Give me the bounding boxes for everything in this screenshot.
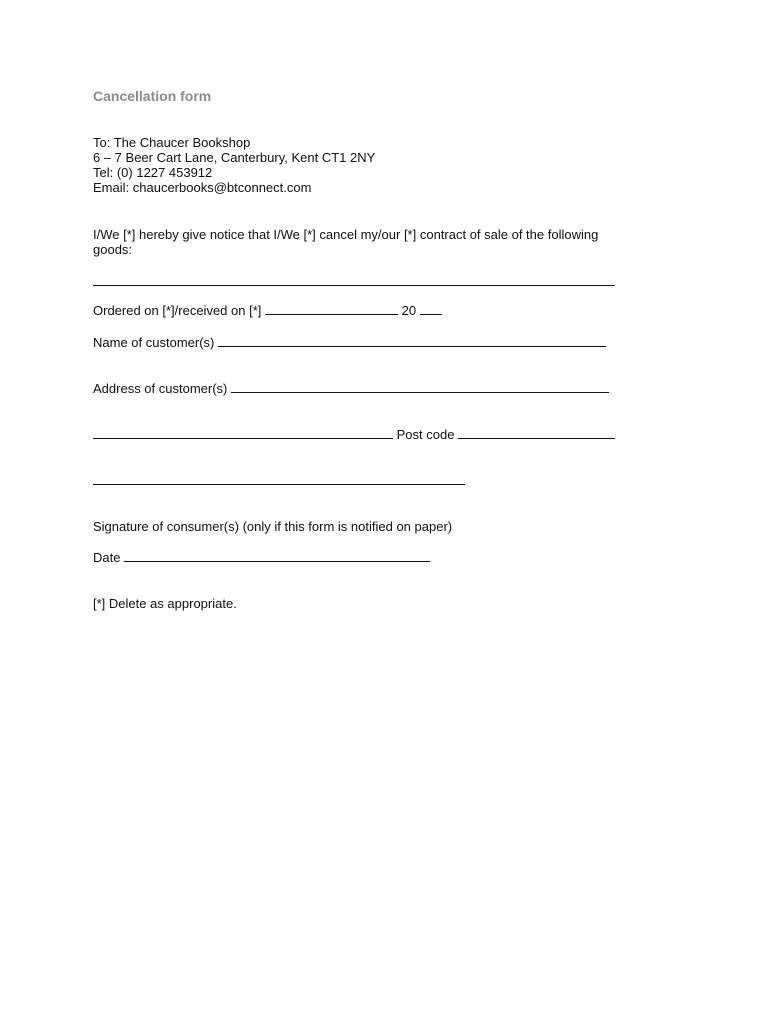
address-line	[93, 381, 609, 396]
name-line	[93, 335, 606, 350]
name-label: Name of customer(s)	[93, 335, 215, 350]
address-line-3	[93, 473, 465, 488]
name-blank[interactable]	[218, 335, 606, 347]
address-label: Address of customer(s)	[93, 381, 228, 396]
email-address: chaucerbooks@btconnect.com	[132, 180, 312, 195]
recipient-to: To: The Chaucer Bookshop	[93, 135, 251, 150]
notice-line-1: I/We [*] hereby give notice that I/We [*] cancel my/our [*] contract of sale of the following	[93, 227, 599, 242]
postcode-line	[93, 427, 615, 442]
year-prefix: 20	[401, 303, 417, 318]
notice-line-2: goods:	[93, 242, 133, 257]
ordered-line	[93, 303, 442, 318]
address-line-3-blank[interactable]	[93, 473, 465, 485]
recipient-address: 6 – 7 Beer Cart Lane, Canterbury, Kent CT1 2NY	[93, 150, 376, 165]
address-line-2-blank[interactable]	[93, 427, 393, 439]
date-label: Date	[93, 550, 121, 565]
postcode-label: Post code	[396, 427, 455, 442]
postcode-blank[interactable]	[458, 427, 615, 439]
ordered-date-blank[interactable]	[265, 303, 398, 315]
address-blank[interactable]	[231, 381, 609, 393]
signature-line: Signature of consumer(s) (only if this form is notified on paper)	[93, 519, 453, 534]
goods-line	[93, 274, 615, 289]
date-line	[93, 550, 430, 565]
goods-blank[interactable]	[93, 274, 615, 286]
email-label: Email:	[93, 180, 130, 195]
year-blank[interactable]	[420, 303, 442, 315]
date-blank[interactable]	[124, 550, 430, 562]
form-title: Cancellation form	[93, 88, 212, 104]
recipient-email-line	[93, 180, 311, 195]
footnote: [*] Delete as appropriate.	[93, 596, 237, 611]
ordered-label: Ordered on [*]/received on [*]	[93, 303, 262, 318]
recipient-tel: Tel: (0) 1227 453912	[93, 165, 213, 180]
